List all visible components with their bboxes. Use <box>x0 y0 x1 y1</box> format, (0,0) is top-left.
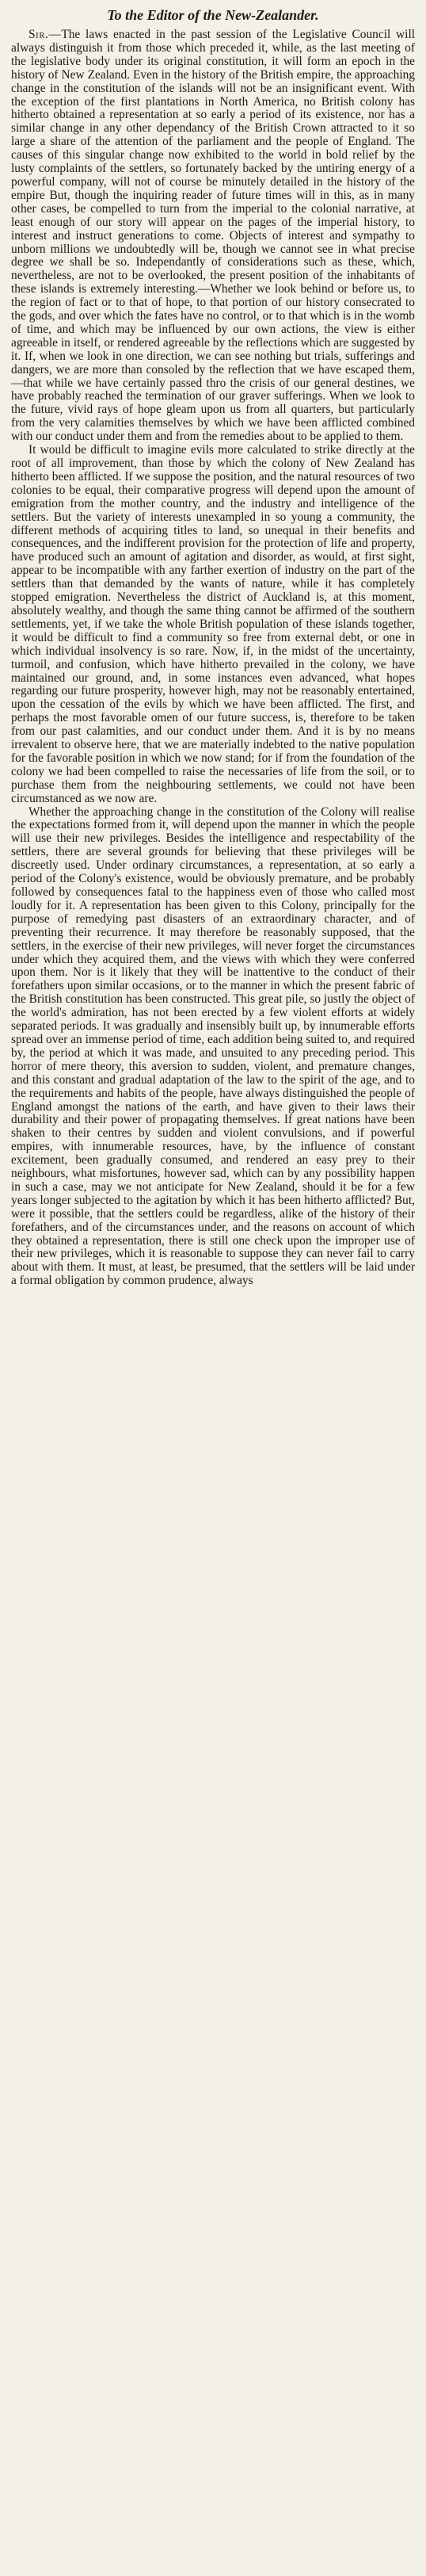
article-paragraph-1 <box>11 29 415 444</box>
article-paragraph-3: Whether the approaching change in the constitution of the Colony will realise the expectations formed from it, will depend upon the manner in which the people will use their new privileges. Besides the intelligence and respectability of the settlers, there are several grounds for believing that these privileges will be discreetly used. Under ordinary circumstances, a representation, at so early a period of the Colony's existence, would be obviously premature, and be probably followed by consequences fatal to the happiness even of those who called most loudly for it. A representation has been given to this Colony, principally for the purpose of remedying past disasters of an extraordinary character, and of preventing their recurrence. It may therefore be reasonably supposed, that the settlers, in the exercise of their new privileges, will never forget the circumstances under which they acquired them, and the views with which they were conferred upon them. Nor is it likely that they will be inattentive to the conduct of their forefathers upon similar occasions, or to the manner in which the present fabric of the British constitution has been constructed. This great pile, so justly the object of the world's admiration, has not been erected by a few violent efforts at widely separated periods. It was gradually and insensibly built up, by innumerable efforts spread over an immense period of time, each addition being suited to, and required by, the period at which it was made, and unsuited to any preceding period. This horror of mere theory, this aversion to sudden, violent, and premature changes, and this constant and gradual adaptation of the law to the spirit of the age, and to the requirements and habits of the people, have always distinguished the people of England amongst the nations of the earth, and have given to their laws their durability and their power of propagating themselves. If great nations have been shaken to their centres by sudden and violent convulsions, and if powerful empires, with innumerable resources, have, by the influence of constant excitement, been gradually consumed, and rendered an easy prey to their neighbours, what misfortunes, however sad, which can by any possibility happen in such a case, may we not anticipate for New Zealand, should it be for a few years longer subjected to the agitation by which it has been hitherto afflicted? But, were it possible, that the settlers could be regardless, alike of the history of their forefathers, and of the circumstances under, and the reasons on account of which they obtained a representation, there is still one check upon the improper use of their new privileges, which it is reasonable to suppose they can never fail to carry about with them. It must, at least, be presumed, that the settlers will be laid under a formal obligation by common prudence, always <box>11 805 415 1288</box>
salutation: Sir.— <box>29 28 62 41</box>
article-heading: To the Editor of the New-Zealander. <box>107 7 319 23</box>
article-paragraph-2: It would be difficult to imagine evils more calculated to strike directly at the root of all improvement, than those by which the colony of New Zealand has hitherto been afflicted. If we suppose the position, and the natural resources of two colonies to be equal, their comparative progress will depend upon the amount of emigration from the mother country, and the industry and intelligence of the settlers. But the variety of interests unexampled in so young a community, the different methods of acquiring titles to land, so unequal in their benefits and consequences, and the indifferent provision for the protection of life and property, have produced such an amount of agitation and disorder, as would, at first sight, appear to be incompatible with any farther exertion of industry on the part of the settlers than that demanded by the wants of nature, while it has completely stopped emigration. Nevertheless the district of Auckland is, at this moment, absolutely wealthy, and though the same thing cannot be affirmed of the southern settlements, yet, if we take the whole British population of these islands together, it would be difficult to find a community so free from external debt, or one in which individual insolvency is so rare. Now, if, in the midst of the uncertainty, turmoil, and confusion, which have hitherto prevailed in the colony, we have maintained our ground, and, in some instances even advanced, what hopes regarding our future prosperity, however high, may not be reasonably entertained, upon the cessation of the evils by which we have been afflicted. The first, and perhaps the most favorable omen of our future success, is, therefore to be taken from our past calamities, and our conduct under them. And it is by no means irrevalent to observe here, that we are materially indebted to the native population for the favorable position in which we now stand; for if from the foundation of the colony we had been compelled to raise the necessaries of life from the soil, or to purchase them from the neighbouring settlements, we could not have been circumstanced as we now are. <box>11 443 415 805</box>
paragraph-1-text: The laws enacted in the past session of the Legislative Council will always distinguish it from those which preceded it, while, as the last meeting of the legislative body under its original constitution, it will form an epoch in the history of New Zealand. Even in the history of the British empire, the approaching change in the constitution of the islands will not be an insignificant event. With the exception of the first plantations in North America, no British colony has hitherto obtained a representation at so early a period of its existence, nor has a similar change in any other dependancy of the British Crown attracted to it so large a share of the attention of the parliament and the people of England. The causes of this singular change now exhibited to the world in bold relief by the lusty complaints of the settlers, so fortunately backed by the untiring energy of a powerful company, will not of course be minutely detailed in the history of the empire But, though the inquiring reader of future times will in this, as in many other cases, be compelled to turn from the imperial to the colonial narrative, at least enough of our story will appear on the pages of the imperial history, to interest and instruct generations to come. Objects of interest and sympathy to unborn millions we undoubtedly will be, though we cannot see in what precise degree we shall be so. Independantly of considerations such as these, which, nevertheless, are not to be overlooked, the present position of the inhabitants of these islands is extremely interesting.—Whether we look behind or before us, to the region of fact or to that of hope, to that portion of our history consecrated to the gods, and over which the fates have no control, or to that which is in the womb of time, and which may be influenced by our own actions, the view is either agreeable in itself, or rendered agreeable by the reflections which are suggested by it. If, when we look in one direction, we can see nothing but trials, sufferings and dangers, we are more than consoled by the reflection that we have escaped them,—that while we have certainly passed thro the crisis of our general destines, we have probably reached the termination of our graver sufferings. When we look to the future, vivid rays of hope gleam upon us from all quarters, but particularly from the very calamities themselves by which we have been afflicted combined with our conduct under them and from the remedies about to be applied to them. <box>11 28 415 444</box>
